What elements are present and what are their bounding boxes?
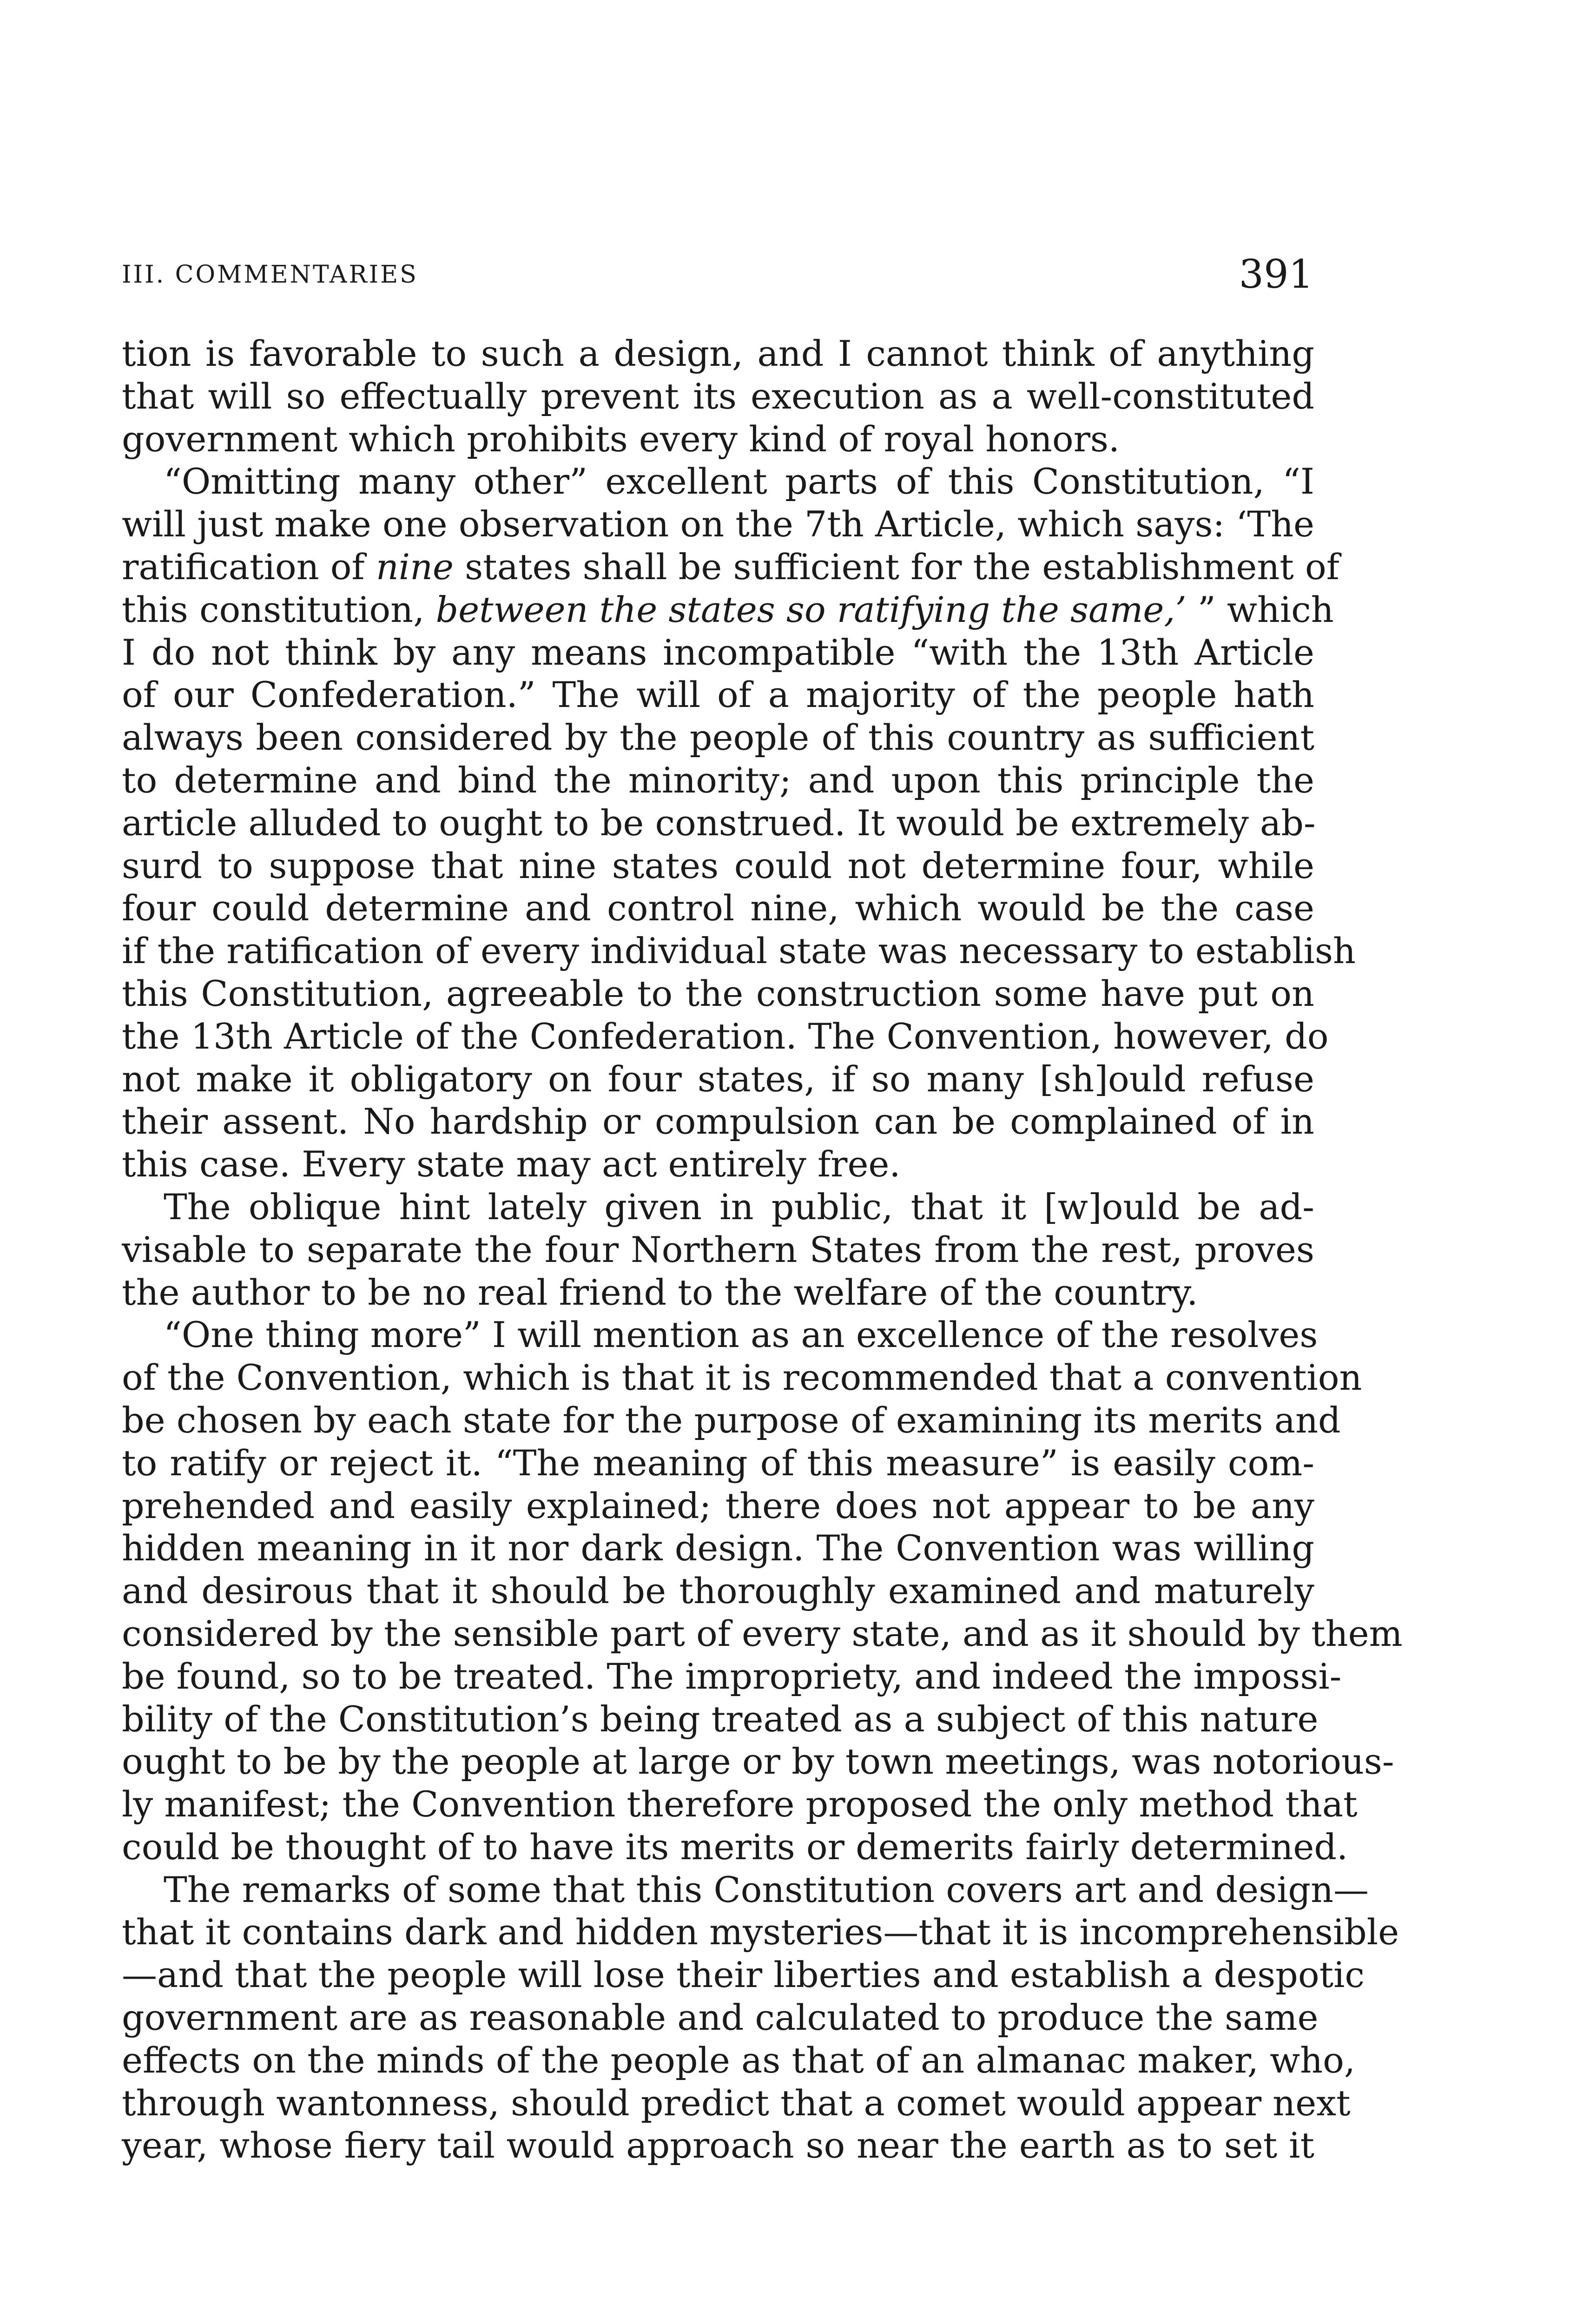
text-line: visable to separate the four Northern States from the rest, proves	[122, 1228, 1314, 1270]
italic-text-segment: between the states so ratifying the same,’	[435, 588, 1187, 630]
text-line: that will so effectually prevent its execution as a well-constituted	[122, 375, 1314, 417]
italic-text-segment: nine	[376, 546, 454, 588]
text-line: surd to suppose that nine states could not determine four, while	[122, 845, 1314, 886]
text-line: ly manifest; the Convention therefore proposed the only method that	[122, 1783, 1358, 1825]
body-text	[122, 332, 1403, 2167]
text-line: and desirous that it should be thoroughly examined and maturely	[122, 1570, 1314, 1612]
text-line: be chosen by each state for the purpose of examining its merits and	[122, 1399, 1341, 1441]
text-line: will just make one observation on the 7th Article, which says: ‘The	[122, 503, 1314, 545]
text-line-with-italic	[122, 588, 1334, 631]
text-line: The oblique hint lately given in public, that it [w]ould be ad-	[164, 1186, 1314, 1228]
text-line: “Omitting many other” excellent parts of this Constitution, “I	[164, 461, 1314, 502]
text-line: through wantonness, should predict that a comet would appear next	[122, 2082, 1351, 2124]
text-line-with-italic	[122, 546, 1339, 588]
text-segment: states shall be sufficient for the establishment of	[454, 546, 1339, 588]
text-line: could be thought of to have its merits or demerits fairly determined.	[122, 1826, 1348, 1868]
text-segment: ratification of	[122, 546, 376, 588]
text-line: this case. Every state may act entirely free.	[122, 1143, 901, 1185]
text-segment: ” which	[1186, 588, 1334, 630]
text-line: government which prohibits every kind of royal honors.	[122, 418, 1120, 460]
text-line: the 13th Article of the Confederation. The Convention, however, do	[122, 1015, 1329, 1057]
text-line: that it contains dark and hidden mysteries—that it is incomprehensible	[122, 1911, 1399, 1953]
text-line: tion is favorable to such a design, and I cannot think of anything	[122, 333, 1314, 374]
text-line: not make it obligatory on four states, if so many [sh]ould refuse	[122, 1058, 1314, 1100]
text-line: of the Convention, which is that it is recommended that a convention	[122, 1357, 1362, 1399]
text-line: to determine and bind the minority; and upon this principle the	[122, 759, 1314, 801]
text-line: considered by the sensible part of every state, and as it should by them	[122, 1612, 1403, 1654]
text-line: of our Confederation.” The will of a majority of the people hath	[122, 674, 1314, 716]
text-line: I do not think by any means incompatible “with the 13th Article	[122, 631, 1314, 673]
text-line: the author to be no real friend to the welfare of the country.	[122, 1271, 1198, 1313]
text-line: government are as reasonable and calculated to produce the same	[122, 1997, 1319, 2039]
text-line: four could determine and control nine, which would be the case	[122, 887, 1314, 929]
text-line: bility of the Constitution’s being treated as a subject of this nature	[122, 1698, 1319, 1740]
text-line: if the ratification of every individual state was necessary to establish	[122, 930, 1356, 972]
text-line: The remarks of some that this Constitution covers art and design—	[164, 1868, 1369, 1910]
text-line: prehended and easily explained; there does not appear to be any	[122, 1485, 1314, 1526]
text-line: —and that the people will lose their liberties and establish a despotic	[122, 1954, 1365, 1996]
page-number: 391	[1239, 251, 1313, 297]
text-line: to ratify or reject it. “The meaning of this measure” is easily com-	[122, 1442, 1314, 1484]
text-line: ought to be by the people at large or by town meetings, was notorious-	[122, 1741, 1394, 1783]
running-head: III. COMMENTARIES	[122, 261, 418, 289]
text-line: year, whose fiery tail would approach so near the earth as to set it	[122, 2125, 1314, 2166]
text-line: hidden meaning in it nor dark design. The Convention was willing	[122, 1527, 1314, 1569]
text-segment: this constitution,	[122, 588, 436, 630]
text-line: be found, so to be treated. The impropriety, and indeed the impossi-	[122, 1655, 1342, 1697]
text-line: their assent. No hardship or compulsion can be complained of in	[122, 1101, 1314, 1142]
text-line: article alluded to ought to be construed. It would be extremely ab-	[122, 802, 1316, 844]
text-line: “One thing more” I will mention as an excellence of the resolves	[164, 1314, 1318, 1356]
text-line: this Constitution, agreeable to the construction some have put on	[122, 972, 1314, 1014]
text-line: effects on the minds of the people as that of an almanac maker, who,	[122, 2039, 1355, 2081]
text-line: always been considered by the people of this country as sufficient	[122, 717, 1314, 759]
